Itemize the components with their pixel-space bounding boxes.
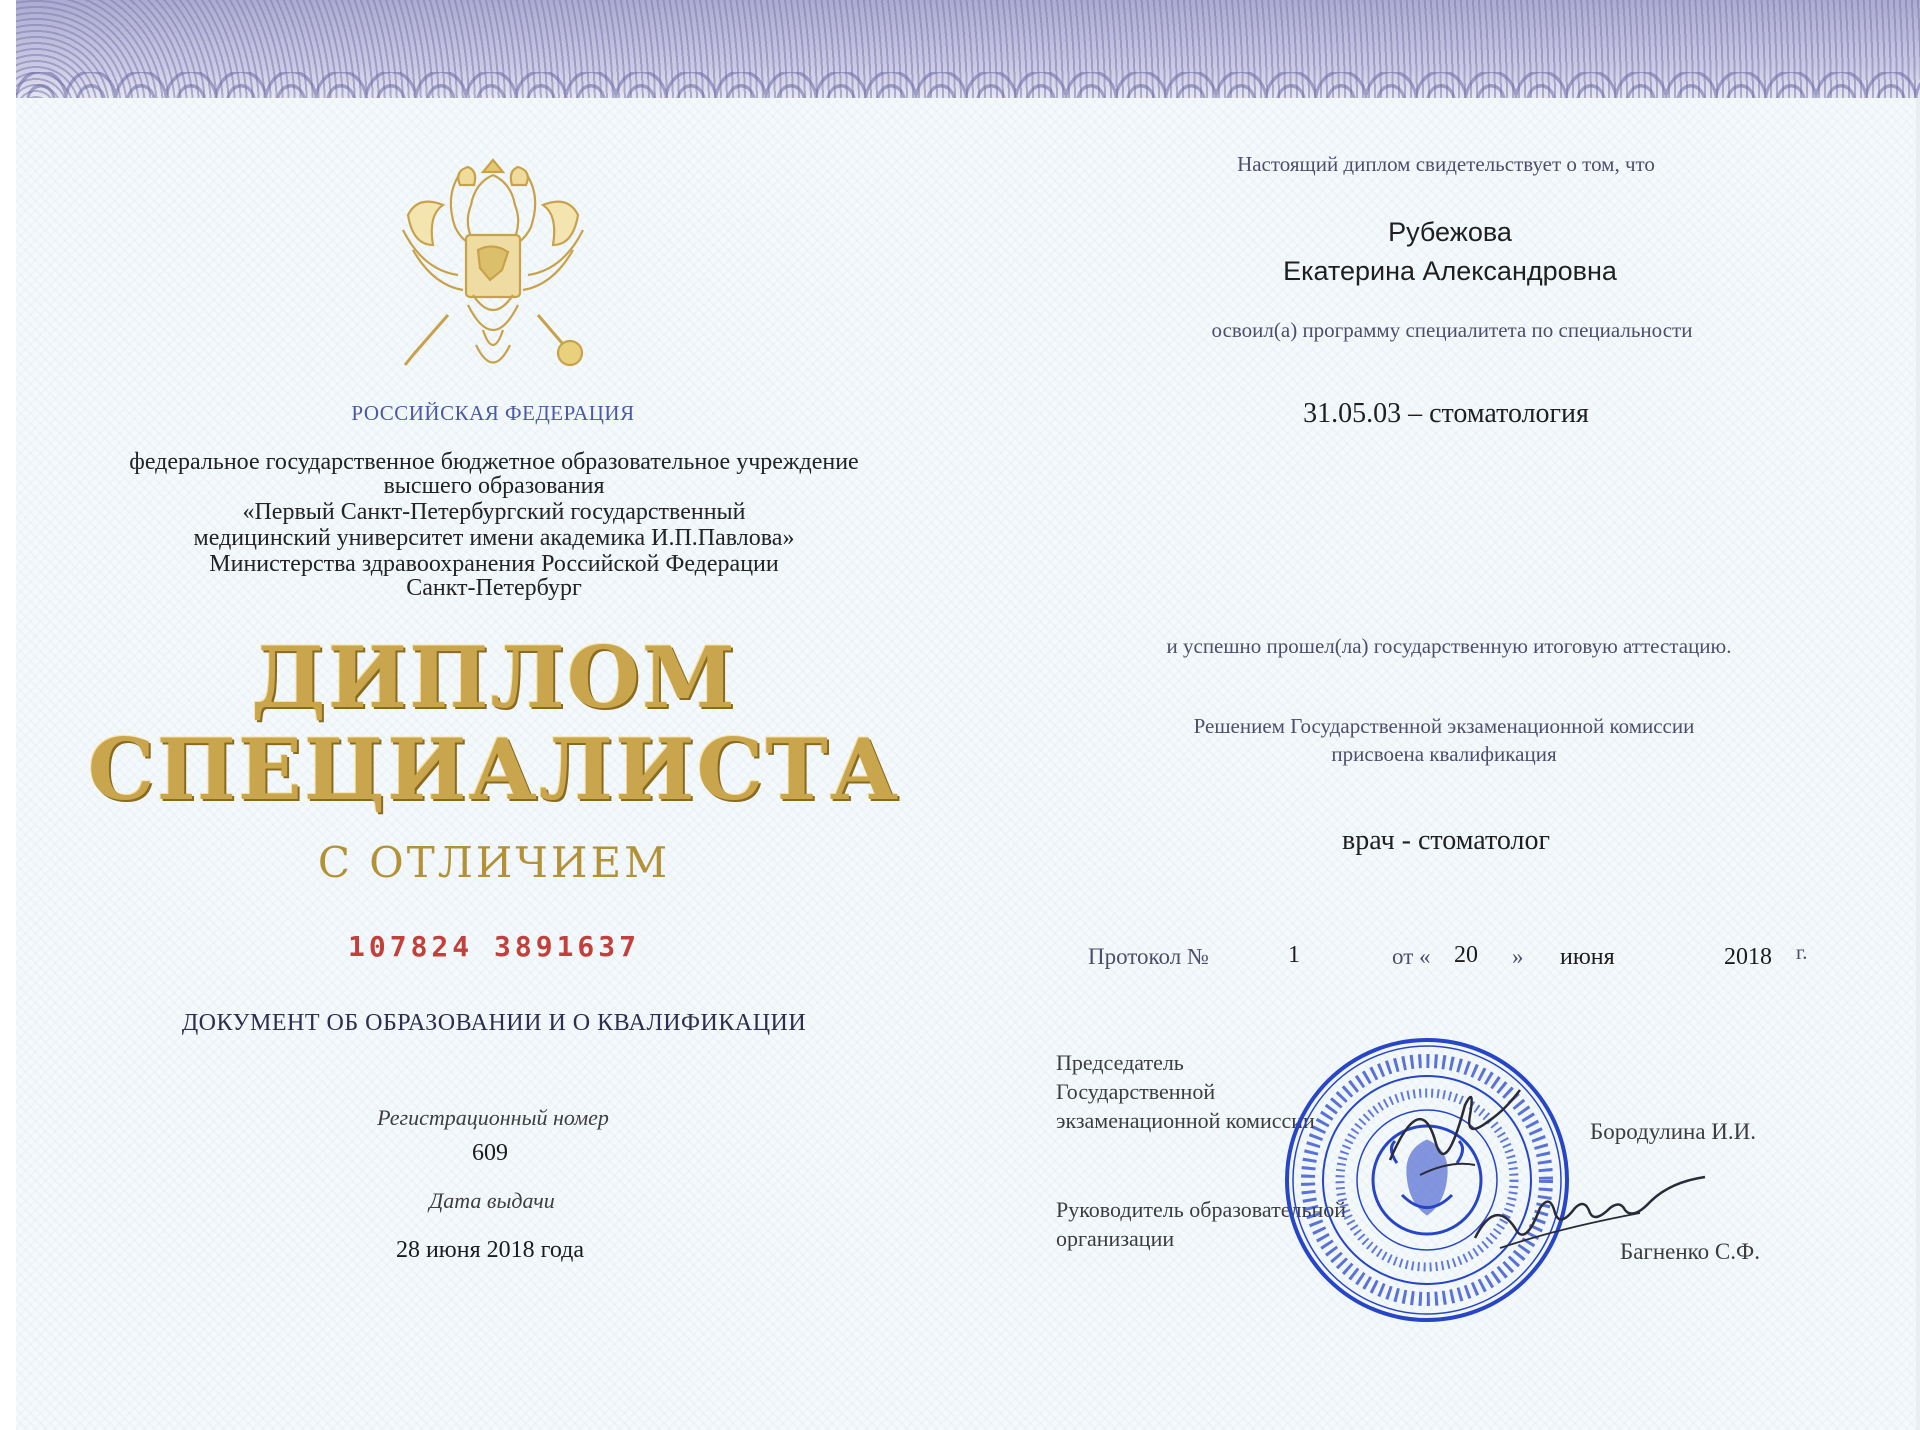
institution-line-6: Санкт-Петербург: [406, 575, 582, 601]
graduate-given-names: Екатерина Александровна: [1283, 256, 1617, 286]
decision-line-1: Решением Государственной экзаменационной комиссии: [1193, 714, 1695, 738]
head-title-line-2: организации: [1056, 1226, 1175, 1251]
decision-line-2: присвоена квалификация: [1331, 742, 1557, 766]
protocol-from: от «: [1392, 944, 1431, 969]
chair-title-line-2: Государственной: [1056, 1079, 1216, 1104]
document-type: ДОКУМЕНТ ОБ ОБРАЗОВАНИИ И О КВАЛИФИКАЦИИ: [181, 1010, 807, 1036]
institution-line-4: медицинский университет имени академика И.П.Павлова»: [193, 525, 795, 551]
guilloche-border: [16, 0, 1920, 98]
institution-line-3: «Первый Санкт-Петербургский государственный: [242, 499, 746, 525]
head-name: Багненко С.Ф.: [1620, 1239, 1760, 1264]
registration-number: 609: [472, 1140, 508, 1166]
issue-date-label: Дата выдачи: [429, 1188, 555, 1213]
institution-line-1: федеральное государственное бюджетное образовательное учреждение: [129, 449, 859, 475]
head-title-line-1: Руководитель образовательной: [1056, 1197, 1347, 1222]
institution-line-2: высшего образования: [383, 473, 605, 499]
protocol-year: 2018: [1724, 944, 1772, 970]
protocol-year-suffix: г.: [1796, 940, 1808, 964]
diploma-title-line1: ДИПЛОМ: [251, 628, 737, 727]
registration-label: Регистрационный номер: [377, 1105, 609, 1130]
protocol-label: Протокол №: [1088, 944, 1209, 969]
signature: [1470, 1168, 1710, 1258]
country-heading: РОССИЙСКАЯ ФЕДЕРАЦИЯ: [351, 401, 635, 425]
intro-text: Настоящий диплом свидетельствует о том, что: [1237, 152, 1655, 176]
specialty: 31.05.03 – стоматология: [1303, 398, 1589, 429]
chair-title-line-1: Председатель: [1056, 1050, 1184, 1075]
coat-of-arms-icon: [388, 155, 598, 380]
serial-number: 107824 3891637: [347, 930, 641, 963]
attestation-text: и успешно прошел(ла) государственную итоговую аттестацию.: [1166, 634, 1732, 658]
institution-line-5: Министерства здравоохранения Российской Федерации: [209, 551, 779, 577]
program-text: освоил(а) программу специалитета по специальности: [1211, 318, 1693, 342]
protocol-number: 1: [1288, 942, 1300, 968]
honors-label: С ОТЛИЧИЕМ: [317, 838, 671, 887]
chair-title-line-3: экзаменационной комиссии: [1056, 1108, 1315, 1133]
chair-name: Бородулина И.И.: [1590, 1119, 1757, 1144]
protocol-close-quote: »: [1512, 944, 1524, 969]
protocol-day: 20: [1454, 942, 1478, 968]
graduate-surname: Рубежова: [1388, 217, 1512, 247]
scan-edge: [0, 0, 16, 1430]
diploma-title-line2: СПЕЦИАЛИСТА: [87, 720, 901, 819]
protocol-month: июня: [1560, 944, 1615, 970]
qualification: врач - стоматолог: [1342, 825, 1550, 856]
issue-date: 28 июня 2018 года: [395, 1237, 585, 1263]
